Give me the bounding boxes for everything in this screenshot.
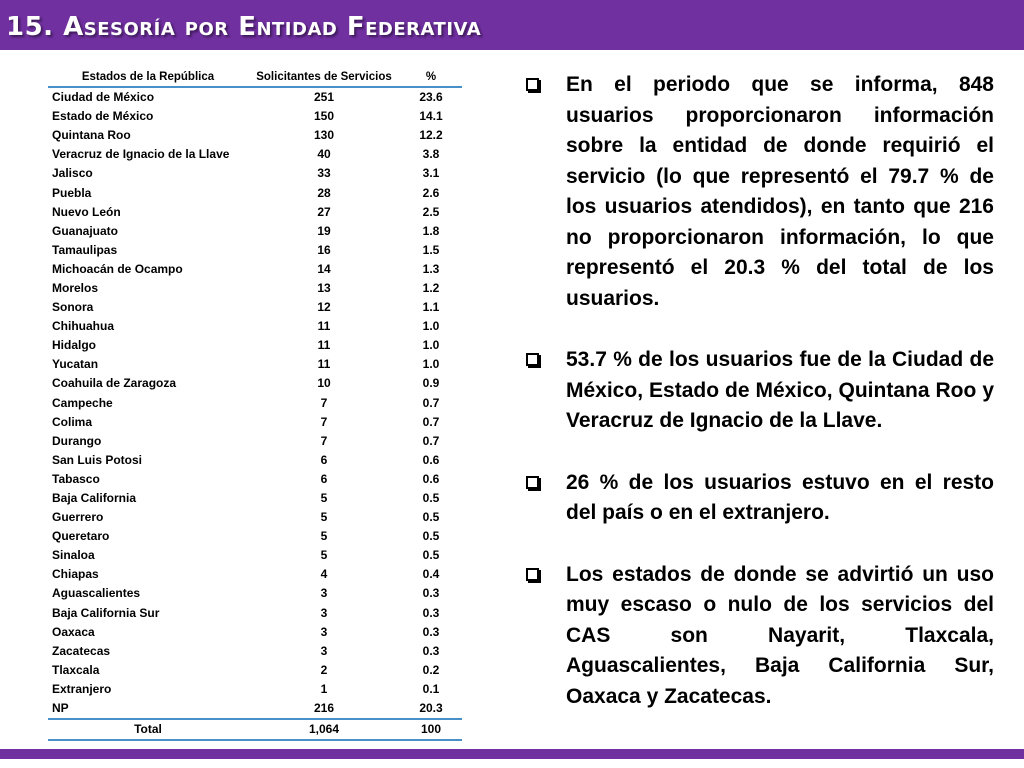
applicants-cell: 10 [317, 376, 331, 391]
state-name-cell: Hidalgo [52, 338, 96, 353]
state-name-cell: Colima [52, 414, 93, 429]
percent-cell: 1.0 [422, 357, 440, 372]
table-row [48, 451, 462, 470]
percent-cell: 2.6 [422, 185, 440, 200]
percent-cell: 0.7 [422, 395, 440, 410]
table-row [48, 604, 462, 623]
percent-cell: 2.5 [422, 204, 440, 219]
table-row [48, 584, 462, 603]
state-name-cell: Aguascalientes [52, 586, 141, 601]
header-percent: % [400, 67, 462, 87]
applicants-cell: 7 [320, 395, 328, 410]
percent-cell: 0.5 [422, 491, 440, 506]
applicants-cell: 7 [320, 433, 328, 448]
title-bar [0, 0, 1024, 50]
percent-cell: 1.8 [422, 223, 440, 238]
bullet-text: Los estados de donde se advirtió un uso muy escaso o nulo de los servicios del CAS son Nayarit, Tlaxcala, Aguascalientes, Baja California Sur, Oaxaca y Zacatecas. [566, 562, 994, 708]
state-name-cell: Coahuila de Zaragoza [52, 376, 177, 391]
state-name-cell: Ciudad de México [52, 90, 155, 105]
applicants-cell: 14 [317, 261, 331, 276]
applicants-cell: 5 [320, 510, 328, 525]
bullet-item [522, 345, 994, 437]
applicants-cell: 11 [317, 338, 331, 353]
table-row [48, 183, 462, 202]
state-name-cell: Queretaro [52, 529, 110, 544]
percent-cell: 0.7 [422, 414, 440, 429]
percent-cell: 0.5 [422, 510, 440, 525]
table-row [48, 661, 462, 680]
state-name-cell: Estado de México [52, 109, 154, 124]
percent-cell: 1.2 [422, 280, 440, 295]
table-row [48, 565, 462, 584]
table-total-row [48, 719, 462, 740]
percent-cell: 12.2 [419, 128, 443, 143]
table-row [48, 699, 462, 719]
applicants-cell: 216 [313, 701, 335, 716]
state-name-cell: Nuevo León [52, 204, 121, 219]
applicants-cell: 150 [313, 109, 335, 124]
state-name-cell: Puebla [52, 185, 92, 200]
percent-cell: 14.1 [419, 109, 443, 124]
states-table-container [48, 67, 462, 741]
applicants-cell: 12 [317, 300, 331, 315]
percent-cell: 20.3 [419, 701, 443, 716]
applicants-cell: 11 [317, 357, 331, 372]
percent-cell: 1.5 [422, 242, 440, 257]
state-name-cell: Tlaxcala [52, 662, 100, 677]
state-name-cell: NP [52, 701, 69, 716]
percent-cell: 0.7 [422, 433, 440, 448]
table-row [48, 87, 462, 107]
table-row [48, 394, 462, 413]
table-row [48, 623, 462, 642]
state-name-cell: Sinaloa [52, 548, 95, 563]
table-header-row [48, 67, 462, 87]
state-name-cell: Quintana Roo [52, 128, 131, 143]
percent-cell: 0.6 [422, 471, 440, 486]
state-name-cell: Yucatan [52, 357, 99, 372]
applicants-cell: 5 [320, 491, 328, 506]
applicants-cell: 40 [317, 147, 331, 162]
table-row [48, 107, 462, 126]
percent-cell: 23.6 [419, 90, 443, 105]
footer-bar [0, 749, 1024, 759]
table-row [48, 164, 462, 183]
table-row [48, 642, 462, 661]
applicants-cell: 16 [317, 242, 331, 257]
percent-cell: 0.2 [422, 662, 440, 677]
table-row [48, 336, 462, 355]
table-row [48, 508, 462, 527]
state-name-cell: San Luis Potosi [52, 452, 143, 467]
total-label: Total [48, 719, 248, 740]
percent-cell: 1.1 [422, 300, 440, 315]
checkbox-bullet-icon [526, 476, 539, 489]
table-row [48, 355, 462, 374]
table-row [48, 374, 462, 393]
applicants-cell: 251 [313, 90, 335, 105]
applicants-cell: 3 [320, 586, 328, 601]
state-name-cell: Jalisco [52, 166, 93, 181]
state-name-cell: Baja California [52, 491, 137, 506]
applicants-cell: 6 [320, 452, 328, 467]
states-table [48, 67, 462, 741]
table-row [48, 126, 462, 145]
table-row [48, 527, 462, 546]
bullet-text: 53.7 % de los usuarios fue de la Ciudad de México, Estado de México, Quintana Roo y Veracruz de Ignacio de la Llave. [566, 348, 994, 432]
bullet-item [522, 468, 994, 529]
state-name-cell: Durango [52, 433, 102, 448]
state-name-cell: Chihuahua [52, 319, 114, 334]
state-name-cell: Veracruz de Ignacio de la Llave [52, 147, 230, 162]
state-name-cell: Campeche [52, 395, 113, 410]
percent-cell: 0.5 [422, 548, 440, 563]
applicants-cell: 4 [320, 567, 328, 582]
header-states: Estados de la República [48, 67, 248, 87]
table-row [48, 298, 462, 317]
bullet-text: En el periodo que se informa, 848 usuarios proporcionaron información sobre la entidad de donde requirió el servicio (lo que representó el 79.7 % de los usuarios atendidos), en tanto que 216 no proporcionaron información, lo que representó el 20.3 % del total de los usuarios. [566, 73, 994, 310]
percent-cell: 0.1 [422, 681, 440, 696]
table-row [48, 145, 462, 164]
table-row [48, 413, 462, 432]
applicants-cell: 3 [320, 624, 328, 639]
state-name-cell: Morelos [52, 280, 99, 295]
table-row [48, 260, 462, 279]
applicants-cell: 5 [320, 548, 328, 563]
checkbox-bullet-icon [526, 353, 539, 366]
applicants-cell: 33 [317, 166, 331, 181]
percent-cell: 0.6 [422, 452, 440, 467]
page-title: 15. Asesoría por Entidad Federativa [6, 12, 482, 42]
table-row [48, 317, 462, 336]
table-row [48, 432, 462, 451]
percent-cell: 0.3 [422, 605, 440, 620]
header-applicants: Solicitantes de Servicios [248, 67, 400, 87]
percent-cell: 0.3 [422, 643, 440, 658]
applicants-cell: 6 [320, 471, 328, 486]
percent-cell: 0.9 [422, 376, 440, 391]
applicants-cell: 3 [320, 643, 328, 658]
bullet-list [522, 70, 994, 743]
total-applicants: 1,064 [248, 719, 400, 740]
applicants-cell: 2 [320, 662, 328, 677]
state-name-cell: Tabasco [52, 471, 100, 486]
applicants-cell: 13 [317, 280, 331, 295]
table-row [48, 470, 462, 489]
percent-cell: 0.4 [422, 567, 440, 582]
percent-cell: 1.3 [422, 261, 440, 276]
applicants-cell: 7 [320, 414, 328, 429]
percent-cell: 3.1 [422, 166, 440, 181]
table-row [48, 680, 462, 699]
table-row [48, 489, 462, 508]
state-name-cell: Extranjero [52, 681, 112, 696]
checkbox-bullet-icon [526, 78, 539, 91]
state-name-cell: Oaxaca [52, 624, 95, 639]
table-row [48, 222, 462, 241]
percent-cell: 0.3 [422, 586, 440, 601]
total-percent: 100 [400, 719, 462, 740]
state-name-cell: Chiapas [52, 567, 99, 582]
applicants-cell: 27 [317, 204, 331, 219]
percent-cell: 3.8 [422, 147, 440, 162]
bullet-item [522, 560, 994, 713]
table-row [48, 241, 462, 260]
applicants-cell: 11 [317, 319, 331, 334]
percent-cell: 1.0 [422, 319, 440, 334]
table-row [48, 546, 462, 565]
checkbox-bullet-icon [526, 568, 539, 581]
table-row [48, 279, 462, 298]
state-name-cell: Guerrero [52, 510, 104, 525]
table-row [48, 203, 462, 222]
bullet-text: 26 % de los usuarios estuvo en el resto del país o en el extranjero. [566, 470, 994, 524]
percent-cell: 1.0 [422, 338, 440, 353]
applicants-cell: 19 [317, 223, 331, 238]
state-name-cell: Zacatecas [52, 643, 111, 658]
state-name-cell: Sonora [52, 300, 94, 315]
table-body [48, 87, 462, 719]
applicants-cell: 1 [320, 681, 328, 696]
state-name-cell: Michoacán de Ocampo [52, 261, 183, 276]
state-name-cell: Guanajuato [52, 223, 119, 238]
applicants-cell: 130 [313, 128, 335, 143]
state-name-cell: Baja California Sur [52, 605, 160, 620]
percent-cell: 0.5 [422, 529, 440, 544]
applicants-cell: 28 [317, 185, 331, 200]
applicants-cell: 3 [320, 605, 328, 620]
bullet-item [522, 70, 994, 314]
percent-cell: 0.3 [422, 624, 440, 639]
state-name-cell: Tamaulipas [52, 242, 118, 257]
applicants-cell: 5 [320, 529, 328, 544]
